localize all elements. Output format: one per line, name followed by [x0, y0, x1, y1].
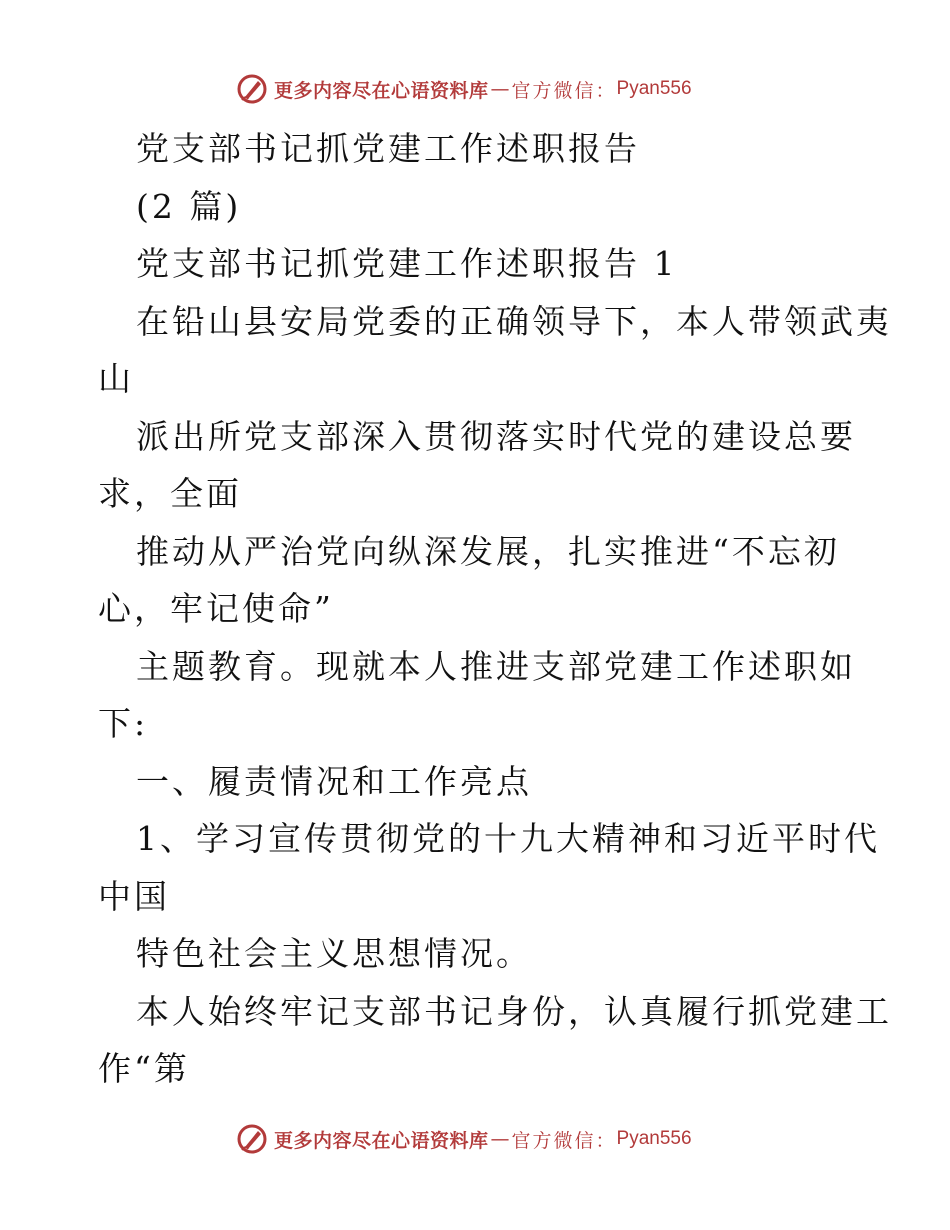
- text-line: 下:: [98, 704, 149, 743]
- text-line: 在铅山县安局党委的正确领导下，本人带领武夷: [136, 301, 892, 341]
- text-line: 特色社会主义思想情况。: [136, 934, 532, 973]
- header-watermark: [236, 72, 756, 106]
- text-line: 山: [98, 359, 134, 398]
- footer-watermark: [236, 1122, 756, 1156]
- text-line: 党支部书记抓党建工作述职报告 1: [136, 244, 678, 283]
- watermark-name: 更多内容尽在心语资料库: [274, 1129, 489, 1152]
- text-line: 1、学习宣传贯彻党的十九大精神和习近平时代: [136, 819, 880, 858]
- quill-logo-icon: [236, 1123, 268, 1155]
- text-line: (2 篇): [136, 186, 242, 226]
- watermark-dash: —: [490, 78, 510, 100]
- text-line: 推动从严治党向纵深发展，扎实推进“不忘初: [136, 531, 840, 571]
- watermark-name: 更多内容尽在心语资料库: [274, 79, 489, 102]
- text-line: 心，牢记使命”: [98, 589, 334, 628]
- text-line: 派出所党支部深入贯彻落实时代党的建设总要: [136, 416, 856, 456]
- text-line: 主题教育。现就本人推进支部党建工作述职如: [136, 646, 856, 686]
- quill-logo-icon: [236, 73, 268, 105]
- text-line: 作“第: [98, 1049, 190, 1088]
- document-title: 党支部书记抓党建工作述职报告: [136, 129, 640, 168]
- text-line: 一、履责情况和工作亮点: [136, 761, 532, 801]
- text-line: 求，全面: [98, 474, 242, 513]
- watermark-label: 官方微信：: [511, 1129, 617, 1152]
- text-line: 本人始终牢记支部书记身份，认真履行抓党建工: [136, 991, 892, 1031]
- document-body: [98, 120, 892, 1098]
- text-line: 中国: [98, 876, 170, 916]
- watermark-dash: —: [490, 1128, 510, 1150]
- watermark-label: 官方微信：: [511, 79, 617, 102]
- watermark-id: Pyan556: [616, 78, 692, 99]
- watermark-id: Pyan556: [616, 1128, 692, 1149]
